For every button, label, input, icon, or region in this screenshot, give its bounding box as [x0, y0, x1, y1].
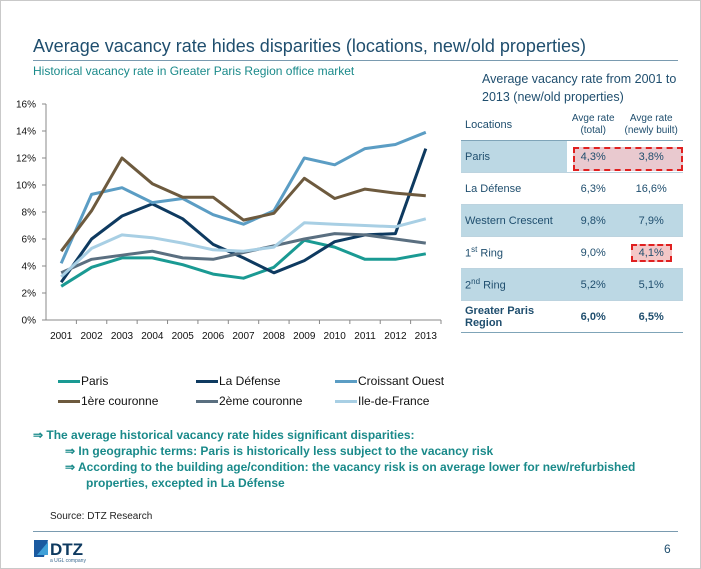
row-location — [461, 269, 567, 301]
legend-label: 2ème couronne — [219, 394, 303, 408]
bullet-main: ⇒ The average historical vacancy rate hides significant disparities: — [33, 428, 415, 442]
x-tick-label: 2006 — [201, 331, 225, 342]
legend-label: La Défense — [219, 374, 281, 388]
y-tick-label: 14% — [15, 126, 36, 138]
row-location: La Défense — [461, 173, 567, 205]
legend-swatch — [335, 380, 357, 383]
x-tick-label: 2009 — [293, 331, 316, 342]
legend-item-la-defense — [196, 374, 280, 388]
highlighted-value: 4,1% — [631, 244, 672, 262]
row-new: 7,9% — [619, 205, 683, 237]
legend-item-ile-de-france — [335, 394, 429, 408]
legend-item-2eme-couronne — [196, 394, 302, 408]
footer-divider — [33, 531, 678, 532]
legend-swatch — [58, 400, 80, 403]
table-header-row — [461, 110, 683, 141]
ring-ordinal: nd — [471, 277, 481, 287]
legend-label: Paris — [81, 374, 109, 388]
ring-ordinal: st — [471, 245, 478, 255]
row-new: 16,6% — [619, 173, 683, 205]
x-tick-label: 2007 — [232, 331, 255, 342]
table-row — [461, 237, 683, 269]
vacancy-rate-table — [461, 110, 683, 333]
y-tick-label: 12% — [15, 153, 36, 165]
row-total: 5,2% — [567, 269, 619, 301]
header-label: (total) — [580, 125, 606, 136]
table-row — [461, 173, 683, 205]
series-line-paris — [61, 240, 426, 286]
row-new: 5,1% — [619, 269, 683, 301]
x-tick-label: 2010 — [323, 331, 346, 342]
table-row — [461, 301, 683, 333]
legend-label: 1ère couronne — [81, 394, 159, 408]
legend-swatch — [196, 400, 218, 403]
x-tick-label: 2004 — [141, 331, 164, 342]
bullet-geographic: ⇒ In geographic terms: Paris is historically less subject to the vacancy risk — [65, 444, 494, 458]
table-row — [461, 269, 683, 301]
row-total: 9,0% — [567, 237, 619, 269]
row-location — [461, 237, 567, 269]
table-title: Average vacancy rate from 2001 to 2013 (new/old properties) — [482, 72, 677, 104]
legend-swatch — [196, 380, 218, 383]
x-tick-label: 2008 — [262, 331, 286, 342]
ring-number: 1 — [465, 247, 472, 260]
legend-label: Ile-de-France — [358, 394, 430, 408]
x-tick-label: 2002 — [80, 331, 103, 342]
title-divider — [33, 60, 678, 61]
legend-item-1ere-couronne — [58, 394, 158, 408]
bullet-building-age-cont: properties, excepted in La Défense — [86, 476, 285, 490]
header-avg-new — [619, 110, 683, 141]
legend-item-paris — [58, 374, 108, 388]
x-tick-label: 2011 — [354, 331, 376, 342]
chart-subtitle: Historical vacancy rate in Greater Paris Region office market — [33, 64, 355, 78]
legend-item-croissant-ouest — [335, 374, 444, 388]
bullet-building-age: ⇒ According to the building age/condition: the vacancy risk is on average lower for new/refurbished — [65, 460, 636, 474]
logo-text: DTZ — [50, 540, 84, 559]
series-line-ile-de-france — [61, 219, 426, 277]
ring-label: Ring — [480, 279, 506, 292]
header-label: Avge rate — [629, 113, 673, 124]
row-location: Greater Paris Region — [461, 301, 567, 333]
row-new: 3,8% — [619, 141, 683, 173]
y-tick-label: 16% — [15, 99, 36, 111]
legend-swatch — [335, 400, 357, 403]
legend-label: Croissant Ouest — [358, 374, 445, 388]
logo-tagline: a UGL company — [50, 558, 86, 563]
header-locations: Locations — [461, 110, 567, 141]
row-new: 6,5% — [619, 301, 683, 333]
row-total: 6,3% — [567, 173, 619, 205]
table-row — [461, 205, 683, 237]
ring-label: Ring — [477, 247, 504, 260]
x-tick-label: 2003 — [110, 331, 134, 342]
header-avg-total — [567, 110, 619, 141]
y-tick-label: 2% — [21, 288, 36, 300]
row-location: Paris — [461, 141, 567, 173]
x-tick-label: 2001 — [50, 331, 73, 342]
y-tick-label: 8% — [21, 207, 36, 219]
key-points — [33, 427, 683, 491]
slide-title: Average vacancy rate hides disparities (locations, new/old properties) — [33, 36, 586, 56]
y-tick-label: 4% — [21, 261, 36, 273]
row-new — [619, 237, 683, 269]
row-location: Western Crescent — [461, 205, 567, 237]
x-tick-label: 2013 — [414, 331, 437, 342]
header-label: Avge rate — [571, 113, 615, 124]
series-line-2eme-couronne — [61, 234, 426, 273]
page-number: 6 — [664, 542, 671, 556]
series-line-croissant-ouest — [61, 132, 426, 263]
row-total: 6,0% — [567, 301, 619, 333]
y-tick-label: 0% — [21, 315, 36, 327]
x-tick-label: 2005 — [171, 331, 194, 342]
row-total: 9,8% — [567, 205, 619, 237]
source-note: Source: DTZ Research — [50, 511, 153, 522]
x-tick-label: 2012 — [384, 331, 407, 342]
vacancy-line-chart — [0, 90, 460, 360]
header-label: (newly built) — [624, 125, 678, 136]
table-row — [461, 141, 683, 173]
y-tick-label: 10% — [15, 180, 36, 192]
dtz-logo — [34, 537, 104, 563]
y-tick-label: 6% — [21, 234, 36, 246]
row-total: 4,3% — [567, 141, 619, 173]
ring-number: 2 — [465, 279, 472, 292]
legend-swatch — [58, 380, 80, 383]
